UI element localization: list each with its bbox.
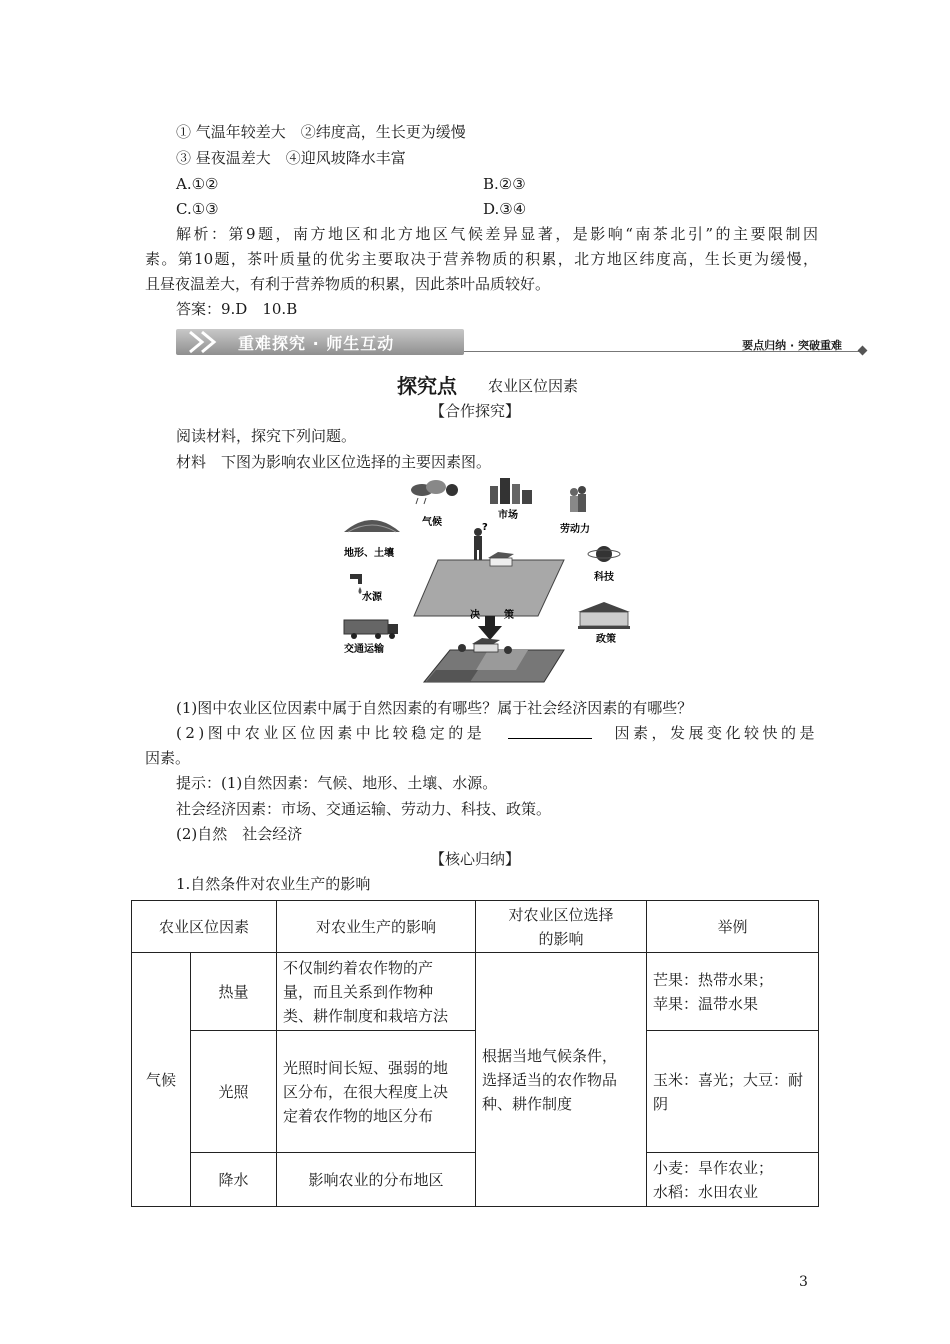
section-subheading: 农业区位因素: [488, 377, 579, 395]
table-row: [132, 1153, 819, 1207]
cell-line: 苹果：温带水果: [653, 994, 759, 1013]
material-line: 材料 下图为影响农业区位选择的主要因素图。: [176, 453, 492, 471]
section-banner: [176, 329, 868, 357]
location-influence-cell: [476, 953, 647, 1207]
cell-line: 类、耕作制度和栽培方法: [283, 1006, 449, 1025]
transport-truck-icon: [344, 620, 398, 639]
option-line-1: ① 气温年较差大 ②纬度高，生长更为缓慢: [176, 123, 466, 141]
terrain-icon: [344, 520, 400, 532]
sub-factor: 降水: [191, 1153, 277, 1207]
diamond-icon: [858, 346, 868, 356]
agriculture-factors-figure: [338, 474, 638, 688]
farmer-figure-icon: [474, 528, 482, 560]
policy-building-icon: [578, 602, 630, 629]
cell-line: 阴: [653, 1094, 669, 1113]
hint-line-1: 提示：(1)自然因素：气候、地形、土壤、水源。: [176, 774, 498, 792]
label-policy: 政策: [596, 634, 616, 645]
label-decision-left: 决: [470, 610, 480, 621]
header-factor: 农业区位因素: [132, 901, 277, 953]
analysis-line-2: 素。第10题，茶叶质量的优劣主要取决于营养物质的积累，北方地区纬度高，生长更为缓慢，: [145, 250, 818, 268]
cell-line: 选择适当的农作物品: [482, 1070, 618, 1089]
cell-line: 区分布，在很大程度上决: [283, 1082, 449, 1101]
banner-bar: [176, 329, 464, 355]
cell-line: 种、耕作制度: [482, 1094, 573, 1113]
production-cell: [277, 1153, 476, 1207]
intro-line: 阅读材料，探究下列问题。: [176, 427, 357, 445]
labor-people-icon: [570, 486, 586, 512]
table-row: [132, 1031, 819, 1153]
option-b: B.②③: [483, 175, 526, 193]
table-header-row: [132, 901, 819, 953]
header-influence-production: 对农业生产的影响: [277, 901, 476, 953]
answer-blank[interactable]: [508, 722, 592, 739]
label-water: 水源: [362, 592, 382, 603]
cell-line: 芒果：热带水果；: [653, 970, 774, 989]
table-row: [132, 953, 819, 1031]
question-2-before: (2)图中农业区位因素中比较稳定的是: [176, 724, 486, 742]
cell-line: 不仅制约着农作物的产: [283, 958, 434, 977]
header-example: 举例: [647, 901, 819, 953]
sub-factor: 光照: [191, 1031, 277, 1153]
section-heading: 探究点: [397, 374, 457, 398]
label-labor: 劳动力: [560, 524, 590, 535]
cooperate-title: 【合作探究】: [429, 402, 520, 420]
tech-globe-icon: [588, 546, 620, 562]
question-2-line: [176, 722, 818, 744]
example-cell: [647, 1153, 819, 1207]
house-icon: [488, 552, 514, 566]
category-climate: 气候: [132, 953, 191, 1207]
question-mark: ?: [482, 522, 488, 533]
analysis-line-3: 且昼夜温差大，有利于营养物质的积累，因此茶叶品质较好。: [145, 275, 551, 293]
market-city-icon: [490, 478, 532, 504]
land-plane-upper: [414, 560, 564, 616]
banner-right-text: 要点归纳 · 突破重难: [742, 339, 842, 352]
double-chevron-icon: [182, 329, 242, 355]
label-climate: 气候: [422, 517, 442, 528]
decision-arrow-icon: [478, 616, 502, 640]
option-a: A.①②: [176, 175, 219, 193]
cell-line: 光照时间长短、强弱的地: [283, 1058, 449, 1077]
header-influence-location-l2: 的影响: [538, 929, 584, 948]
cell-line: 根据当地气候条件，: [482, 1046, 618, 1065]
label-market: 市场: [498, 510, 518, 521]
sub-factor: 热量: [191, 953, 277, 1031]
option-line-2: ③ 昼夜温差大 ④迎风坡降水丰富: [176, 149, 406, 167]
example-cell: [647, 1031, 819, 1153]
option-c: C.①③: [176, 200, 219, 218]
cell-line: 玉米：喜光；大豆：耐: [653, 1070, 804, 1089]
climate-icon: [411, 480, 458, 504]
production-cell: [277, 953, 476, 1031]
label-transport: 交通运输: [344, 644, 384, 655]
water-tap-icon: [350, 574, 362, 594]
option-d: D.③④: [483, 200, 527, 218]
production-cell: [277, 1031, 476, 1153]
cell-line: 小麦：旱作农业；: [653, 1158, 774, 1177]
question-2-line-2: 因素。: [145, 749, 191, 767]
analysis-line-1: 解析：第9题，南方地区和北方地区气候差异显著，是影响“南茶北引”的主要限制因: [176, 225, 818, 243]
cell-line: 量，而且关系到作物种: [283, 982, 434, 1001]
question-1: (1)图中农业区位因素中属于自然因素的有哪些？属于社会经济因素的有哪些？: [176, 699, 693, 717]
label-terrain-soil: 地形、土壤: [344, 548, 394, 559]
core-item-1: 1.自然条件对农业生产的影响: [176, 875, 371, 893]
example-cell: [647, 953, 819, 1031]
hint-line-2: 社会经济因素：市场、交通运输、劳动力、科技、政策。: [176, 800, 552, 818]
cell-line: 影响农业的分布地区: [308, 1170, 444, 1189]
label-tech: 科技: [594, 572, 614, 583]
answer-line: 答案：9.D 10.B: [176, 300, 298, 318]
header-influence-location-l1: 对农业区位选择: [508, 905, 614, 924]
banner-title: 重难探究 · 师生互动: [238, 334, 395, 353]
header-influence-location: [476, 901, 647, 953]
label-decision-right: 策: [504, 610, 514, 621]
question-2-after: 因素，发展变化较快的是: [614, 724, 818, 742]
page-number: 3: [799, 1274, 808, 1290]
core-title: 【核心归纳】: [429, 850, 520, 868]
climate-factors-table: [131, 900, 819, 1207]
hint-line-3: (2)自然 社会经济: [176, 825, 303, 843]
cell-line: 水稻：水田农业: [653, 1182, 759, 1201]
cell-line: 定着农作物的地区分布: [283, 1106, 434, 1125]
